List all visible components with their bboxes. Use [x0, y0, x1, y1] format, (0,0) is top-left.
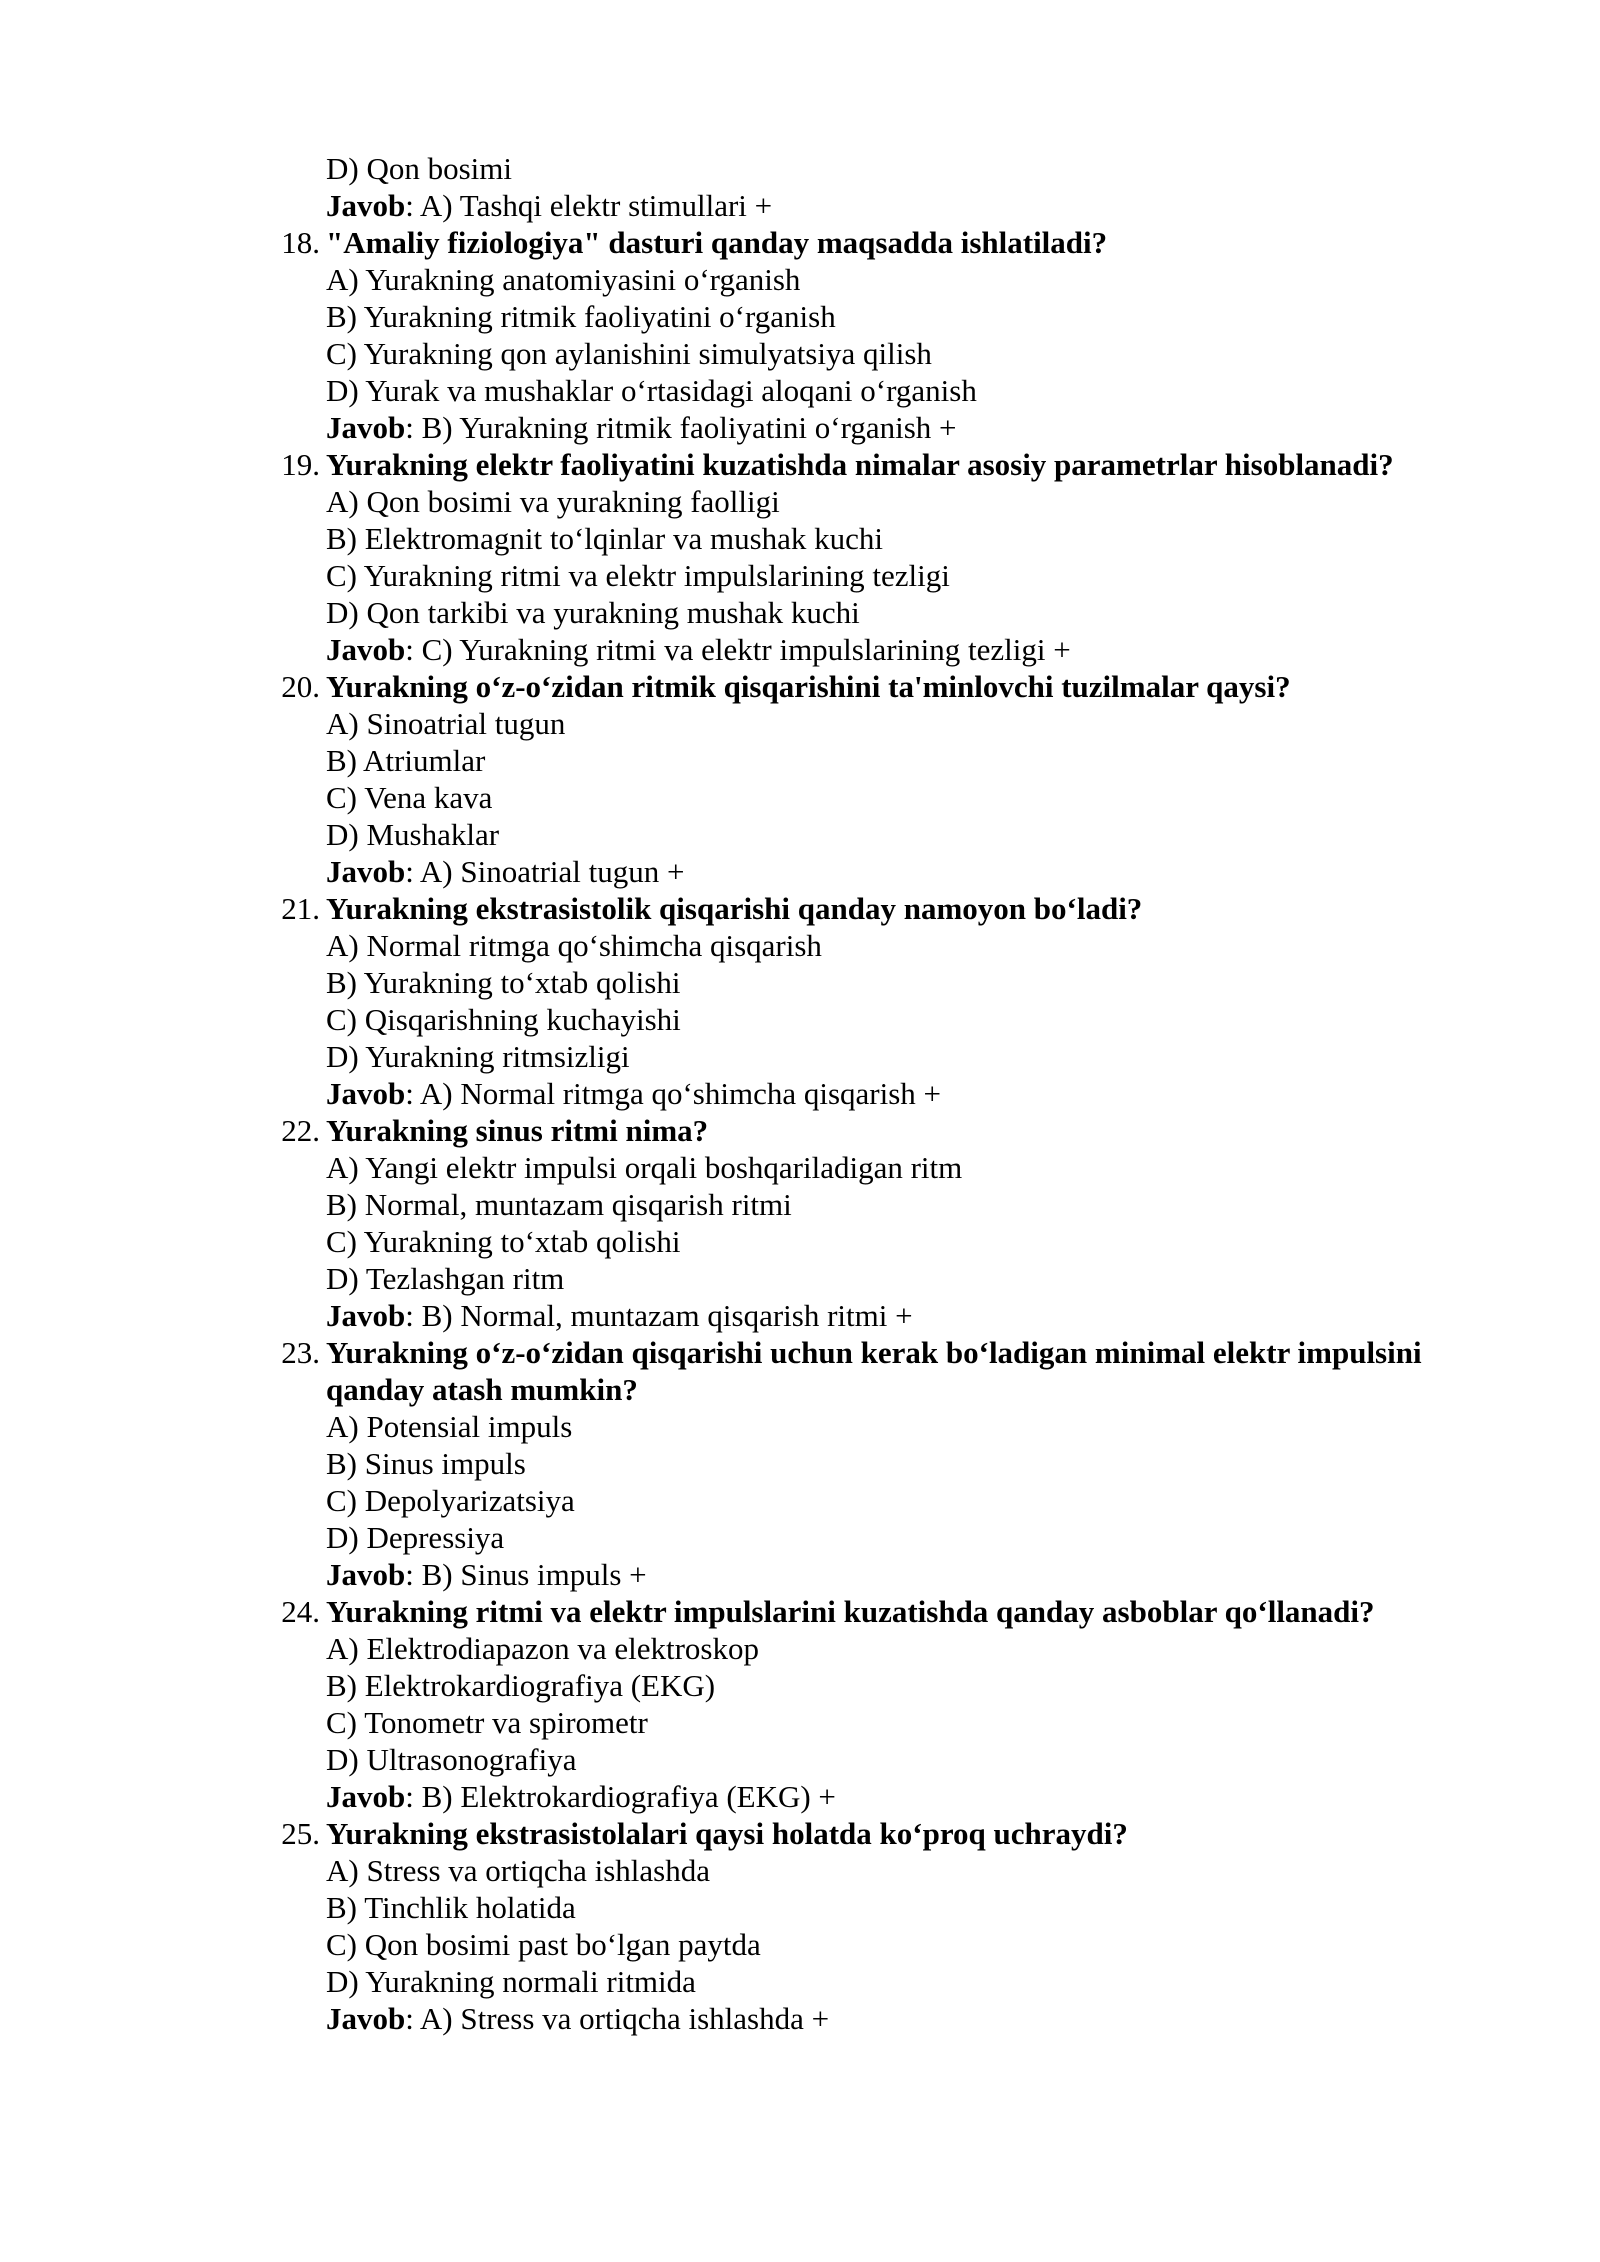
answer-text: : C) Yurakning ritmi va elektr impulslarining tezligi +: [405, 632, 1071, 667]
answer-label: Javob: [326, 1779, 406, 1814]
option-line: A) Yangi elektr impulsi orqali boshqariladigan ritm: [326, 1150, 963, 1185]
question-number: 21.: [281, 891, 320, 926]
question-number: 19.: [281, 447, 320, 482]
answer-text: : B) Yurakning ritmik faoliyatini o‘rganish +: [405, 410, 957, 445]
question-block: [276, 446, 1506, 668]
option-line: C) Yurakning to‘xtab qolishi: [326, 1224, 681, 1259]
answer-text: : A) Normal ritmga qo‘shimcha qisqarish +: [405, 1076, 942, 1111]
question-heading: [276, 668, 1506, 705]
question-number: 23.: [281, 1335, 320, 1370]
question-text: Yurakning ekstrasistolik qisqarishi qanday namoyon bo‘ladi?: [326, 891, 1143, 926]
answer-line: [276, 1075, 1506, 1112]
option-line: C) Yurakning qon aylanishini simulyatsiya qilish: [326, 336, 932, 371]
question-text: Yurakning o‘z-o‘zidan ritmik qisqarishini ta'minlovchi tuzilmalar qaysi?: [326, 669, 1291, 704]
question-heading: [276, 1334, 1506, 1408]
option-line: A) Stress va ortiqcha ishlashda: [326, 1853, 710, 1888]
answer-label: Javob: [326, 2001, 406, 2036]
answer-label: Javob: [326, 1298, 406, 1333]
question-block: [276, 668, 1506, 890]
question-number: 18.: [281, 225, 320, 260]
question-text: Yurakning elektr faoliyatini kuzatishda nimalar asosiy parametrlar hisoblanadi?: [326, 447, 1394, 482]
option-line: A) Yurakning anatomiyasini o‘rganish: [326, 262, 801, 297]
answer-label: Javob: [326, 854, 406, 889]
answer-line: [276, 1556, 1506, 1593]
question-text: Yurakning ekstrasistolalari qaysi holatda ko‘proq uchraydi?: [326, 1816, 1128, 1851]
option-line: D) Ultrasonografiya: [326, 1742, 577, 1777]
option-line: D) Yurakning ritmsizligi: [326, 1039, 630, 1074]
option-line: D) Yurakning normali ritmida: [326, 1964, 696, 1999]
option-line: D) Mushaklar: [326, 817, 500, 852]
answer-line: [276, 2000, 1506, 2037]
question-block: [276, 1815, 1506, 2037]
option-line: C) Vena kava: [326, 780, 493, 815]
question-block: [276, 1334, 1506, 1593]
answer-line: [276, 187, 1506, 224]
question-block: [276, 224, 1506, 446]
answer-line: [276, 409, 1506, 446]
question-heading: [276, 224, 1506, 261]
option-line: C) Yurakning ritmi va elektr impulslarining tezligi: [326, 558, 950, 593]
option-line: D) Yurak va mushaklar o‘rtasidagi aloqani o‘rganish: [326, 373, 977, 408]
answer-line: [276, 853, 1506, 890]
option-line: B) Sinus impuls: [326, 1446, 526, 1481]
answer-label: Javob: [326, 188, 406, 223]
option-line: A) Qon bosimi va yurakning faolligi: [326, 484, 780, 519]
option-line: C) Qisqarishning kuchayishi: [326, 1002, 681, 1037]
option-line: B) Elektromagnit to‘lqinlar va mushak kuchi: [326, 521, 884, 556]
option-line: C) Tonometr va spirometr: [326, 1705, 648, 1740]
answer-label: Javob: [326, 1076, 406, 1111]
answer-text: : A) Tashqi elektr stimullari +: [405, 188, 773, 223]
question-block: [276, 1593, 1506, 1815]
option-line: D) Qon tarkibi va yurakning mushak kuchi: [326, 595, 860, 630]
answer-line: [276, 1297, 1506, 1334]
option-line: D) Tezlashgan ritm: [326, 1261, 565, 1296]
answer-label: Javob: [326, 1557, 406, 1592]
answer-text: : B) Normal, muntazam qisqarish ritmi +: [405, 1298, 913, 1333]
option-line: A) Potensial impuls: [326, 1409, 573, 1444]
option-line: A) Sinoatrial tugun: [326, 706, 566, 741]
answer-label: Javob: [326, 632, 406, 667]
question-text: Yurakning o‘z-o‘zidan qisqarishi uchun kerak bo‘ladigan minimal elektr impulsini qanday atash mumkin?: [326, 1335, 1422, 1407]
answer-label: Javob: [326, 410, 406, 445]
question-heading: [276, 1815, 1506, 1852]
option-line: C) Depolyarizatsiya: [326, 1483, 575, 1518]
question-number: 25.: [281, 1816, 320, 1851]
answer-line: [276, 1778, 1506, 1815]
question-number: 20.: [281, 669, 320, 704]
option-line: B) Atriumlar: [326, 743, 486, 778]
answer-line: [276, 631, 1506, 668]
answer-text: : A) Sinoatrial tugun +: [405, 854, 685, 889]
answer-text: : B) Sinus impuls +: [405, 1557, 647, 1592]
question-text: Yurakning sinus ritmi nima?: [326, 1113, 709, 1148]
question-number: 22.: [281, 1113, 320, 1148]
option-line: B) Normal, muntazam qisqarish ritmi: [326, 1187, 792, 1222]
option-line: D) Depressiya: [326, 1520, 505, 1555]
question-list: [276, 224, 1506, 2037]
option-line: C) Qon bosimi past bo‘lgan paytda: [326, 1927, 761, 1962]
option-line: D) Qon bosimi: [326, 151, 512, 186]
question-text: "Amaliy fiziologiya" dasturi qanday maqsadda ishlatiladi?: [326, 225, 1108, 260]
option-line: A) Elektrodiapazon va elektroskop: [326, 1631, 759, 1666]
question-heading: [276, 1593, 1506, 1630]
option-line: B) Elektrokardiografiya (EKG): [326, 1668, 716, 1703]
question-number: 24.: [281, 1594, 320, 1629]
option-line: B) Yurakning ritmik faoliyatini o‘rganish: [326, 299, 836, 334]
option-line: B) Yurakning to‘xtab qolishi: [326, 965, 681, 1000]
question-block: [276, 890, 1506, 1112]
option-line: B) Tinchlik holatida: [326, 1890, 576, 1925]
question-heading: [276, 1112, 1506, 1149]
question-block: [276, 1112, 1506, 1334]
answer-text: : A) Stress va ortiqcha ishlashda +: [405, 2001, 830, 2036]
option-line: A) Normal ritmga qo‘shimcha qisqarish: [326, 928, 822, 963]
question-heading: [276, 446, 1506, 483]
answer-text: : B) Elektrokardiografiya (EKG) +: [405, 1779, 836, 1814]
document-content: [276, 150, 1506, 2037]
question-heading: [276, 890, 1506, 927]
question-text: Yurakning ritmi va elektr impulslarini kuzatishda qanday asboblar qo‘llanadi?: [326, 1594, 1375, 1629]
